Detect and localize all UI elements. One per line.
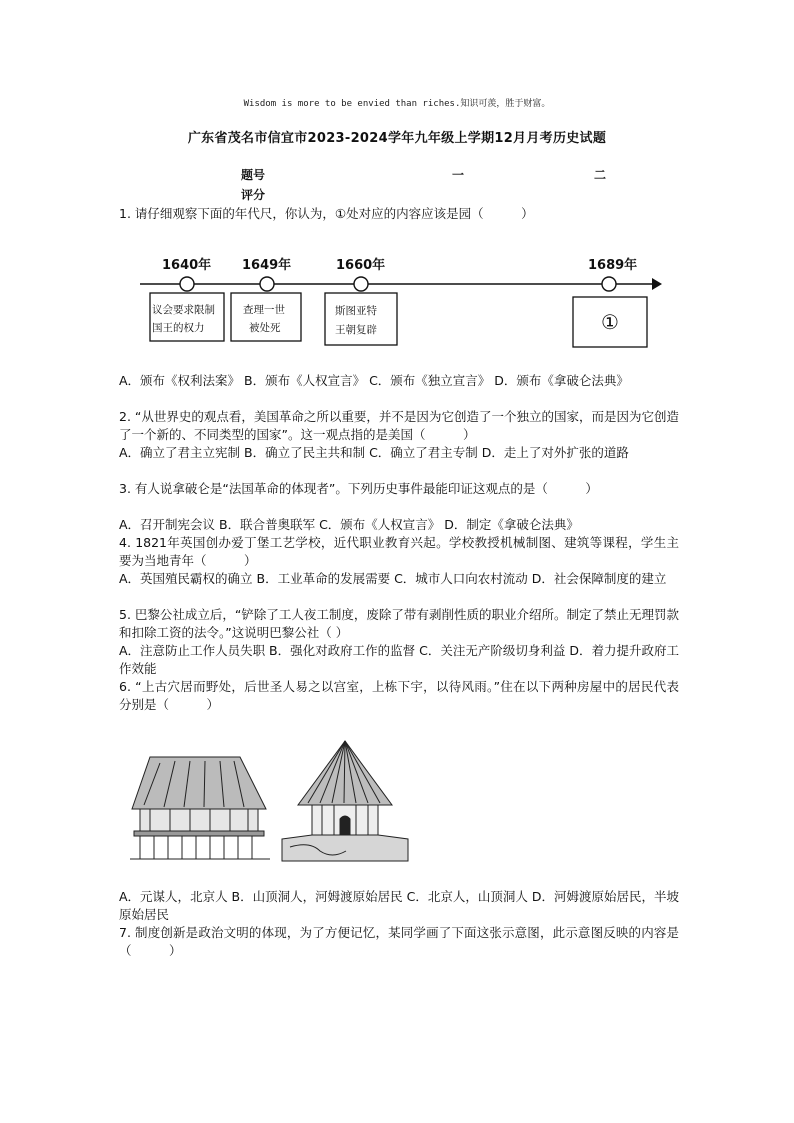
timeline-year-1689: 1689年 [588,258,638,273]
question-3-options: A．召开制宪会议 B．联合普奥联军 C．颁布《人权宣言》 D．制定《拿破仑法典》 [119,517,579,532]
timeline-arrow-icon [652,278,662,290]
score-row2-label: 评分 [241,188,266,202]
question-5-stem: 5. 巴黎公社成立后，“铲除了工人夜工制度，废除了带有剥削性质的职业介绍所。制定了禁止无理罚款和扣除工资的法令。”这说明巴黎公社（ ） [119,607,679,640]
score-col-1: 一 [452,168,465,182]
question-1-options: A．颁布《权利法案》 B．颁布《人权宣言》 C．颁布《独立宣言》 D．颁布《拿破仑法典》 [119,373,629,388]
question-5-options: A．注意防止工作人员失职 B．强化对政府工作的监督 C．关注无产阶级切身利益 D．着力提升政府工作效能 [119,643,679,676]
timeline-box-1640-line1: 议会要求限制 [152,304,215,316]
question-6-options: A．元谋人，北京人 B．山顶洞人，河姆渡原始居民 C．北京人，山顶洞人 D．河姆渡原始居民，半坡原始居民 [119,889,679,922]
timeline-box-1660 [325,293,397,345]
timeline-marker-1640 [180,277,194,291]
timeline-marker-1660 [354,277,368,291]
header-motto: Wisdom is more to be envied than riches.知识可羡，胜于财富。 [243,99,551,109]
timeline-box-1660-line1: 斯图亚特 [335,305,377,317]
timeline-box-1640-line2: 国王的权力 [152,322,205,334]
question-2-options: A．确立了君主立宪制 B．确立了民主共和制 C．确立了君主专制 D．走上了对外扩张的道路 [119,445,629,460]
exam-title: 广东省茂名市信宜市2023-2024学年九年级上学期12月月考历史试题 [187,131,607,146]
question-1-stem: 1. 请仔细观察下面的年代尺，你认为，①处对应的内容应该是园（ ） [119,206,534,221]
question-6-stem: 6. “上古穴居而野处，后世圣人易之以宫室，上栋下宇，以待风雨。”住在以下两种房屋中的居民代表分别是（ ） [119,679,679,712]
timeline-marker-1649 [260,277,274,291]
timeline-figure [140,247,680,357]
score-col-2: 二 [594,168,607,182]
question-7-stem: 7. 制度创新是政治文明的体现，为了方便记忆，某同学画了下面这张示意图，此示意图反映的内容是（ ） [119,925,679,958]
question-4-stem: 4. 1821年英国创办爱丁堡工艺学校，近代职业教育兴起。学校教授机械制图、建筑等课程，学生主要为当地青年（ ） [119,535,679,568]
question-4-options: A．英国殖民霸权的确立 B．工业革命的发展需要 C．城市人口向农村流动 D．社会保障制度的建立 [119,571,667,586]
question-2-stem: 2. “从世界史的观点看，美国革命之所以重要，并不是因为它创造了一个独立的国家，而是因为它创造了一个新的、不同类型的国家”。这一观点指的是美国（ ） [119,409,679,442]
stilt-house-image [130,753,270,863]
score-row-label: 题号 [241,168,266,182]
timeline-box-1689-marker: ① [601,310,619,334]
question-3-stem: 3. 有人说拿破仑是“法国革命的体现者”。下列历史事件最能印证这观点的是（ ） [119,481,598,496]
timeline-year-1660: 1660年 [336,258,386,273]
timeline-year-1640: 1640年 [162,258,212,273]
timeline-year-1649: 1649年 [242,258,292,273]
timeline-box-1649-line1: 查理一世 [243,304,285,316]
timeline-box-1649-line2: 被处死 [249,322,281,334]
timeline-marker-1689 [602,277,616,291]
pit-house-image [280,735,410,865]
timeline-box-1660-line2: 王朝复辟 [335,324,377,336]
